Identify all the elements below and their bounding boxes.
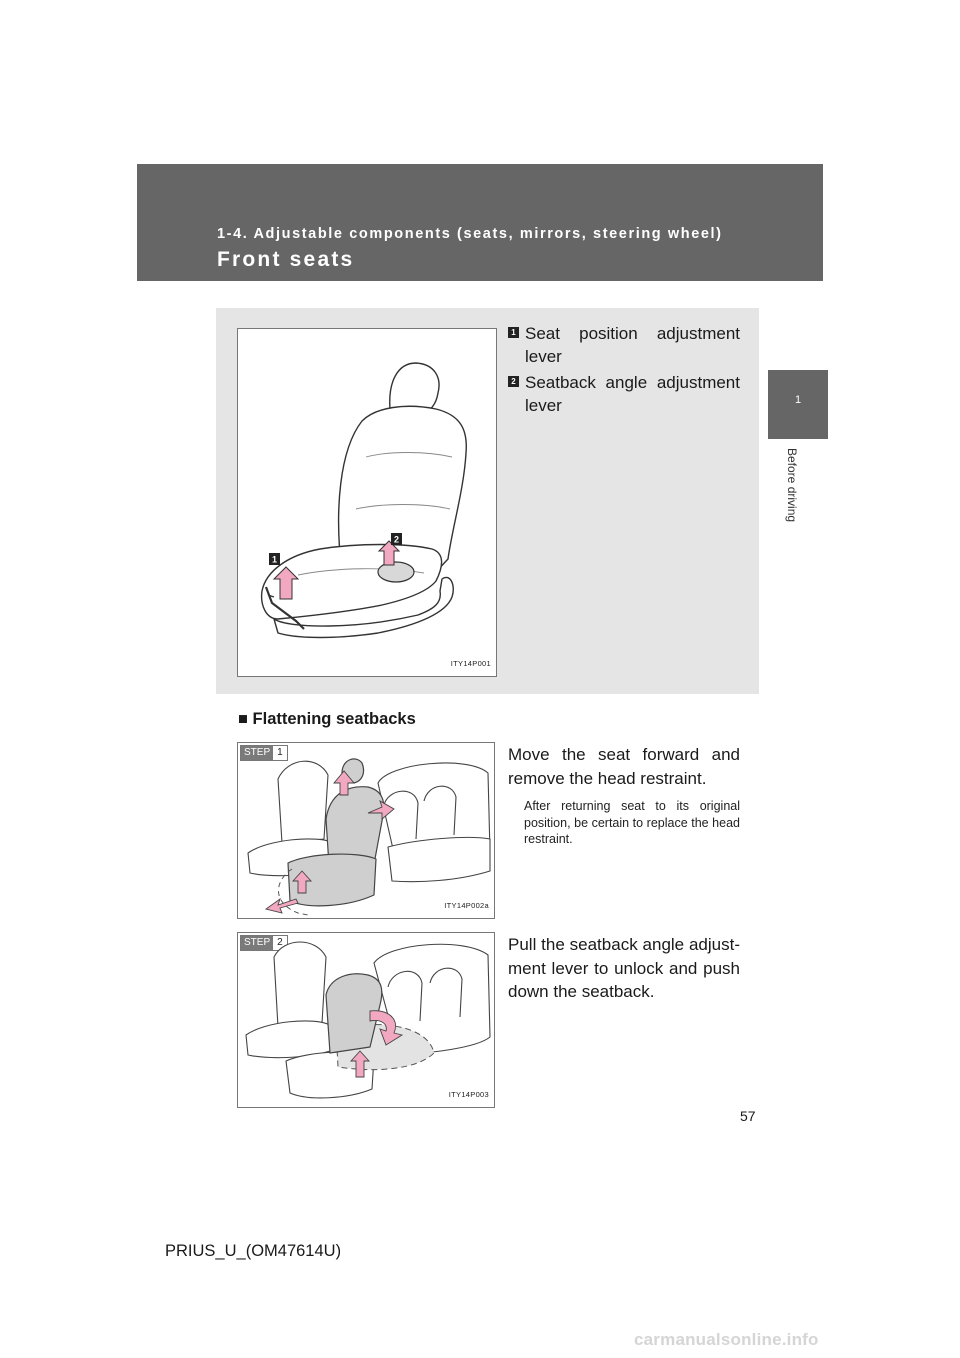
page-title: Front seats	[217, 248, 355, 271]
legend-badge-1: 1	[508, 327, 519, 338]
legend-text-1: Seat position adjustment lever	[525, 324, 740, 366]
step1-illustration	[238, 743, 494, 918]
section-heading: ■ Flattening seatbacks	[238, 710, 416, 728]
chapter-tab[interactable]	[768, 370, 828, 439]
chapter-label	[785, 448, 806, 538]
page-number: 57	[740, 1108, 756, 1124]
page-header	[137, 164, 823, 281]
step1-figure	[237, 742, 495, 919]
figure-code: ITY14P002a	[444, 901, 489, 910]
legend-item-2	[508, 371, 740, 417]
step-label: STEP	[241, 746, 273, 760]
section-title: 1-4. Adjustable components (seats, mirrors, steering wheel)	[217, 226, 723, 242]
watermark: carmanualsonline.info	[634, 1330, 819, 1349]
seat-figure	[237, 328, 497, 677]
legend-text-2: Seatback angle adjustment lever	[525, 373, 740, 415]
legend-item-1	[508, 322, 740, 368]
step2-figure	[237, 932, 495, 1108]
manual-code: PRIUS_U_(OM47614U)	[165, 1242, 342, 1260]
callout-2-digit: 2	[393, 534, 400, 545]
chapter-label-text: Before driving	[785, 448, 799, 523]
step2-text: Pull the seatback angle adjust-ment lever to unlock and push down the seatback.	[508, 935, 740, 1001]
figure-code: ITY14P001	[450, 659, 491, 668]
step1-note: After returning seat to its original position, be certain to replace the head restraint.	[524, 799, 740, 846]
step2-illustration	[238, 933, 494, 1107]
step-label: STEP	[241, 936, 273, 950]
figure-code: ITY14P003	[448, 1090, 489, 1099]
seat-illustration	[238, 329, 496, 676]
step1-text: Move the seat forward and remove the head restraint.	[508, 745, 740, 788]
legend-badge-2: 2	[508, 376, 519, 387]
step-number: 1	[273, 746, 287, 760]
chapter-number: 1	[794, 394, 802, 406]
callout-1-digit: 1	[271, 554, 278, 565]
step-number: 2	[273, 936, 287, 950]
